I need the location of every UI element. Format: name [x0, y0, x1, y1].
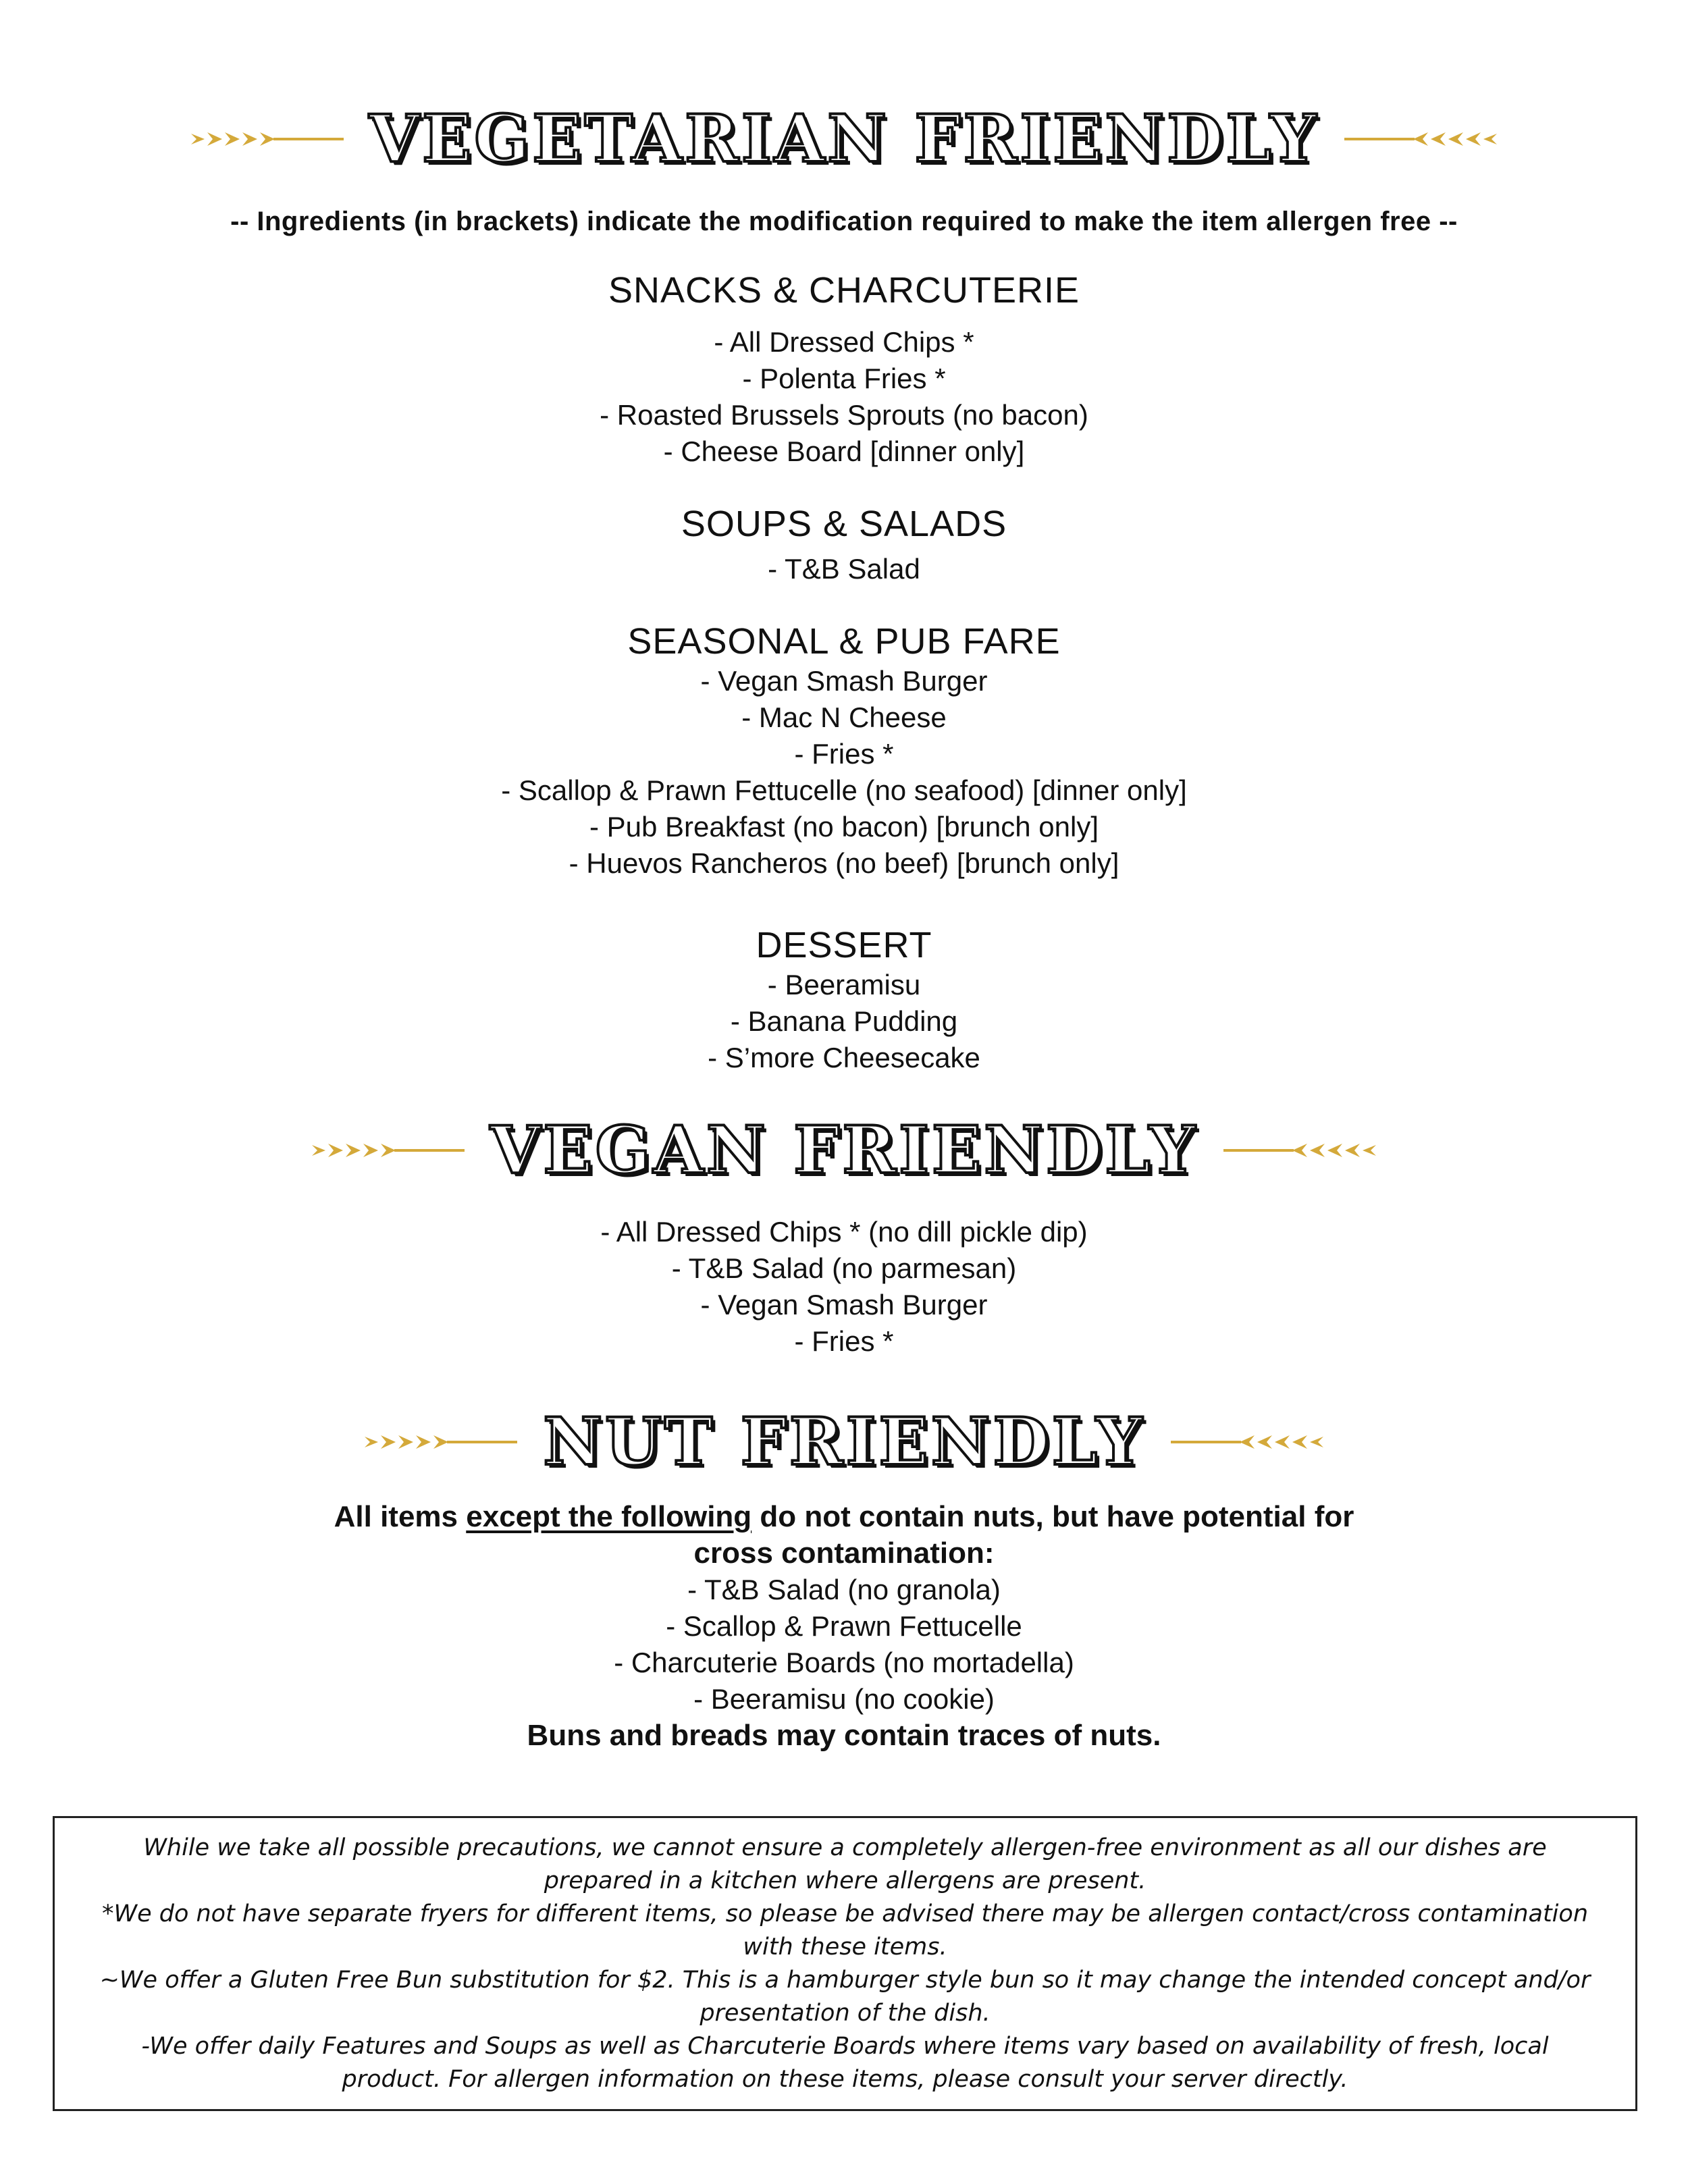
disclaimer-line: ~We offer a Gluten Free Bun substitution for $2. This is a hamburger style bun so it may change the intended concept and/or presentation of the dish.: [99, 1966, 1591, 2027]
menu-item: - Charcuterie Boards (no mortadella): [614, 1647, 1074, 1678]
vegan-items: [0, 1214, 1688, 1360]
nut-heading-row: [0, 1404, 1688, 1480]
menu-item: - Polenta Fries *: [742, 363, 946, 394]
menu-item: - S’more Cheesecake: [708, 1042, 980, 1073]
vegetarian-heading-row: [0, 101, 1688, 177]
wheat-ornament-right-icon: [1222, 1137, 1377, 1164]
nut-intro-suffix: do not contain nuts, but have potential for cross contamination:: [693, 1500, 1354, 1570]
category-title: DESSERT: [756, 925, 932, 965]
allergen-subtitle: -- Ingredients (in brackets) indicate the modification required to make the item allergen free --: [230, 207, 1458, 236]
category-snacks: [0, 269, 1688, 470]
menu-item: - Banana Pudding: [730, 1005, 958, 1037]
wheat-ornament-left-icon: [363, 1429, 519, 1456]
nut-intro-prefix: All items: [334, 1500, 467, 1533]
menu-item: - Roasted Brussels Sprouts (no bacon): [600, 399, 1088, 431]
menu-item: - Scallop & Prawn Fettucelle: [666, 1610, 1022, 1642]
vegetarian-section-title: VEGETARIAN FRIENDLY: [369, 101, 1319, 177]
wheat-ornament-left-icon: [311, 1137, 466, 1164]
category-title: SNACKS & CHARCUTERIE: [608, 270, 1080, 311]
category-title: SEASONAL & PUB FARE: [627, 621, 1061, 662]
nut-intro-emphasis: except the following: [466, 1500, 752, 1533]
menu-item: - Fries *: [794, 738, 894, 770]
menu-item: - Cheese Board [dinner only]: [663, 435, 1025, 467]
disclaimer-line: While we take all possible precautions, we cannot ensure a completely allergen-free environment as all our dishes are prepared in a kitchen where allergens are present.: [143, 1834, 1547, 1894]
menu-item: - Scallop & Prawn Fettucelle (no seafood) [dinner only]: [501, 774, 1187, 806]
wheat-ornament-right-icon: [1343, 126, 1498, 153]
menu-item: - Beeramisu: [767, 969, 921, 1001]
disclaimer-line: -We offer daily Features and Soups as well as Charcuterie Boards where items vary based on availability of fresh, local product. For allergen information on these items, please consult your server directly.: [141, 2032, 1549, 2093]
vegan-section-title: VEGAN FRIENDLY: [490, 1112, 1198, 1188]
nut-section-body: [0, 1499, 1688, 1754]
disclaimer-line: *We do not have separate fryers for different items, so please be advised there may be allergen contact/cross contamination with these items.: [101, 1900, 1589, 1961]
menu-item: - T&B Salad (no granola): [687, 1574, 1001, 1605]
nut-intro-text: [317, 1499, 1371, 1572]
nut-footer-note: Buns and breads may contain traces of nuts.: [527, 1719, 1161, 1752]
category-soups: [0, 502, 1688, 587]
menu-item: - Beeramisu (no cookie): [693, 1683, 995, 1715]
menu-item: - Pub Breakfast (no bacon) [brunch only]: [589, 811, 1099, 843]
nut-section-title: NUT FRIENDLY: [543, 1404, 1145, 1480]
wheat-ornament-left-icon: [190, 126, 345, 153]
menu-item: - T&B Salad: [768, 553, 920, 585]
menu-item: - All Dressed Chips *: [714, 326, 974, 358]
category-dessert: [0, 924, 1688, 1076]
category-title: SOUPS & SALADS: [681, 504, 1007, 544]
vegan-heading-row: [0, 1112, 1688, 1188]
menu-item: - Vegan Smash Burger: [700, 1289, 988, 1321]
category-seasonal: [0, 620, 1688, 882]
wheat-ornament-right-icon: [1169, 1429, 1325, 1456]
menu-item: - Vegan Smash Burger: [700, 665, 988, 697]
menu-item: - All Dressed Chips * (no dill pickle dip): [600, 1216, 1088, 1248]
menu-item: - Fries *: [794, 1325, 894, 1357]
menu-item: - Huevos Rancheros (no beef) [brunch only]: [569, 847, 1119, 879]
disclaimer-box: [53, 1816, 1637, 2111]
menu-item: - Mac N Cheese: [741, 701, 947, 733]
menu-item: - T&B Salad (no parmesan): [671, 1252, 1017, 1284]
